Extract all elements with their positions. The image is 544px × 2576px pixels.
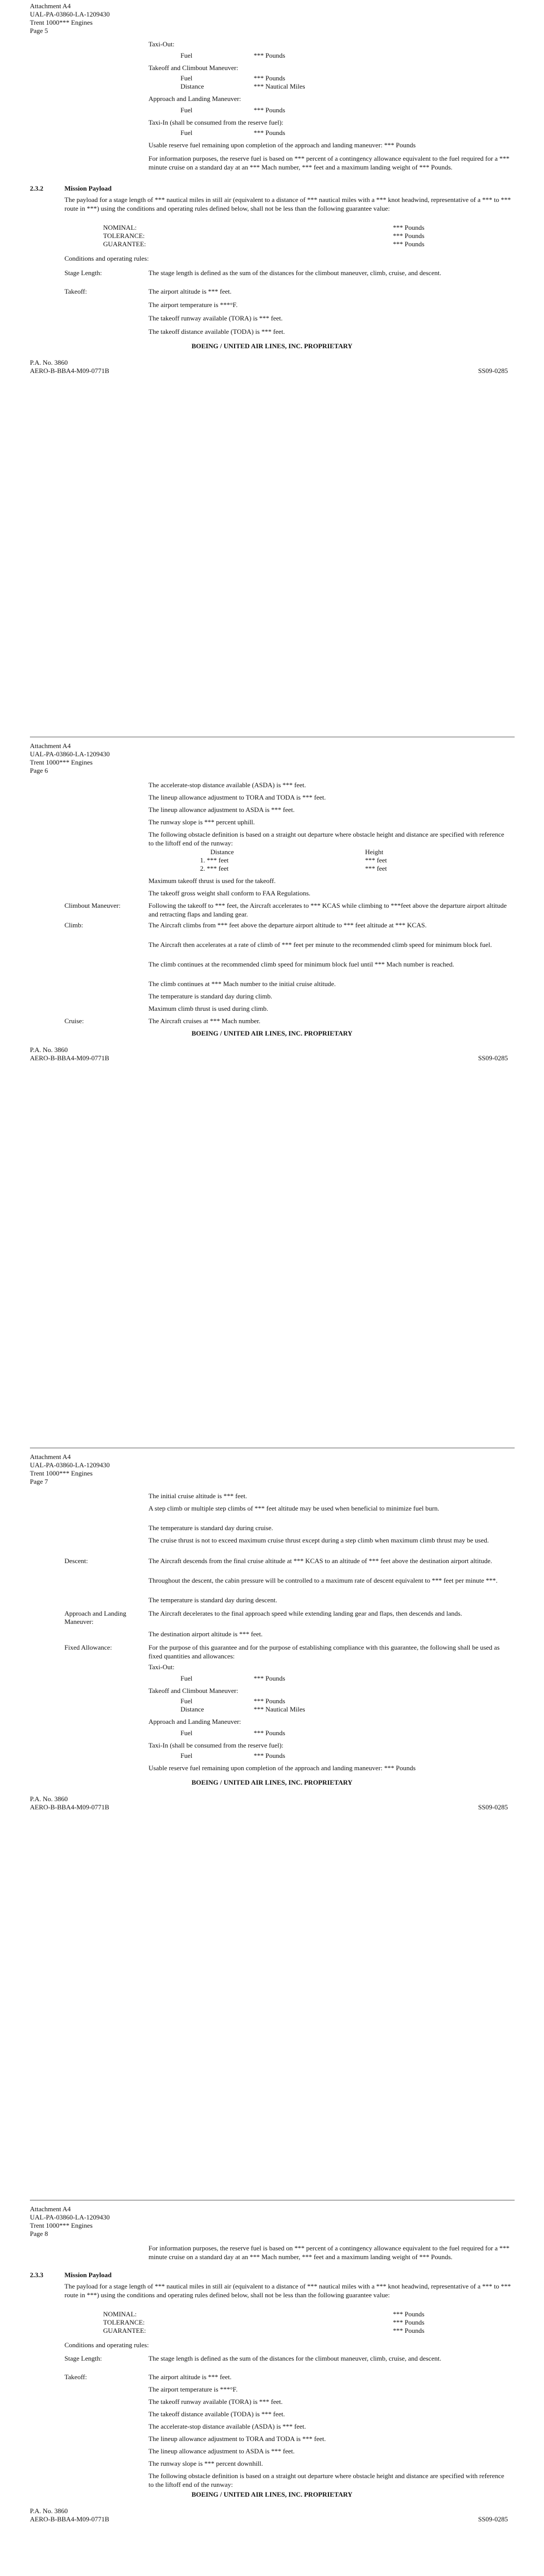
- section-number: 2.3.3: [30, 2271, 43, 2279]
- document-page-5: Attachment A4 UAL-PA-03860-LA-1209430 Trent 1000*** Engines Page 5 Taxi-Out: Fuel *** Pounds Takeoff and Climbout Maneuver: Fuel *** Pounds Distance *** Nautical Miles Approach and Landing Maneuver: Fuel *** Pounds Taxi-In (shall be consumed from the reserve fuel): Fuel *** Pounds Usable reserve fuel remaining upon completion of the approach and landing maneuver: *** Pounds For information purposes, the reserve fuel is based on *** percent of a contingency allowance equivalent to the fuel required for a *** minute cruise on a standard day at an *** Mach number, *** feet and a maximum landing weight of *** Pounds. 2.3.2 Mission Payload The payload for a stage length of *** nautical miles in still air (equivalent to a distance of *** nautical miles with a *** knot headwind, representative of a *** to *** route in ***) using the conditions and operating rules defined below, shall not be less than the following guarantee value: NOMINAL: *** Pounds TOLERANCE: *** Pounds GUARANTEE: *** Pounds Conditions and operating rules: Stage Length: The stage length is defined as the sum of the distances for the climbout maneuver, climb, cruise, and descent. Takeoff: The airport altitude is *** feet. The airport temperature is ***°F. The takeoff runway available (TORA) is *** feet. The takeoff distance available (TODA) is *** feet. BOEING / UNITED AIR LINES, INC. PROPRIETARY P.A. No. 3860 AERO-B-BBA4-M09-0771B SS09-0285: [0, 0, 544, 680]
- footer-code: SS09-0285: [478, 367, 508, 375]
- footer-code: SS09-0285: [478, 1054, 508, 1062]
- section-title: Mission Payload: [64, 184, 112, 192]
- fuel-value: *** Pounds: [254, 52, 286, 59]
- conditions-label: Conditions and operating rules:: [64, 255, 149, 262]
- section-number: 2.3.2: [30, 184, 43, 192]
- page-header: Attachment A4 UAL-PA-03860-LA-1209430 Trent 1000*** Engines Page 6: [30, 742, 110, 774]
- usable-reserve-text: Usable reserve fuel remaining upon completion of the approach and landing maneuver: *** Pounds: [149, 141, 416, 149]
- page-footer: P.A. No. 3860 AERO-B-BBA4-M09-0771B: [30, 2507, 109, 2523]
- page-header: Attachment A4 UAL-PA-03860-LA-1209430 Trent 1000*** Engines Page 7: [30, 1453, 110, 1485]
- proprietary-notice: BOEING / UNITED AIR LINES, INC. PROPRIETARY: [191, 2490, 353, 2498]
- document-page-8: Attachment A4 UAL-PA-03860-LA-1209430 Trent 1000*** Engines Page 8 For information purposes, the reserve fuel is based on *** percent of a contingency allowance equivalent to the fuel required for a *** minute cruise on a standard day at an *** Mach number, *** feet and a maximum landing weight of *** Pounds. 2.3.3 Mission Payload The payload for a stage length of *** nautical miles in still air (equivalent to a distance of *** nautical miles with a *** knot headwind, representative of a *** to *** route in ***) using the conditions and operating rules defined below, shall not be less than the following guarantee value: NOMINAL: *** Pounds TOLERANCE: *** Pounds GUARANTEE: *** Pounds Conditions and operating rules: Stage Length: The stage length is defined as the sum of the distances for the climbout maneuver, climb, cruise, and descent. Takeoff: The airport altitude is *** feet. The airport temperature is ***°F. The takeoff runway available (TORA) is *** feet. The takeoff distance available (TODA) is *** feet. The accelerate-stop distance available (ASDA) is *** feet. The lineup allowance adjustment to TORA and TODA is *** feet. The lineup allowance adjustment to ASDA is *** feet. The runway slope is *** percent downhill. The following obstacle definition is based on a straight out departure where obstacle height and distance are specified with reference to the liftoff end of the runway: BOEING / UNITED AIR LINES, INC. PROPRIETARY P.A. No. 3860 AERO-B-BBA4-M09-0771B SS09-0285: [0, 2200, 544, 2576]
- fuel-label: Fuel: [180, 52, 193, 59]
- page-footer: P.A. No. 3860 AERO-B-BBA4-M09-0771B: [30, 1046, 109, 1062]
- proprietary-notice: BOEING / UNITED AIR LINES, INC. PROPRIETARY: [191, 342, 353, 350]
- section-title: Mission Payload: [64, 2271, 112, 2279]
- taxi-in-label: Taxi-In (shall be consumed from the reserve fuel):: [149, 118, 284, 126]
- document-page-6: Attachment A4 UAL-PA-03860-LA-1209430 Trent 1000*** Engines Page 6 The accelerate-stop distance available (ASDA) is *** feet. The lineup allowance adjustment to TORA and TODA is *** feet. The lineup allowance adjustment to ASDA is *** feet. The runway slope is *** percent uphill. The following obstacle definition is based on a straight out departure where obstacle height and distance are specified with reference to the liftoff end of the runway: Distance Height 1. *** feet *** feet 2. *** feet *** feet Maximum takeoff thrust is used for the takeoff. The takeoff gross weight shall conform to FAA Regulations. Climbout Maneuver: Following the takeoff to *** feet, the Aircraft accelerates to *** KCAS while climbing to ***feet above the departure airport altitude and retracting flaps and landing gear. Climb: The Aircraft climbs from *** feet above the departure airport altitude to *** feet altitude at *** KCAS. The Aircraft then accelerates at a rate of climb of *** feet per minute to the recommended climb speed for minimum block fuel. The climb continues at the recommended climb speed for minimum block fuel until *** Mach number is reached. The climb continues at *** Mach number to the initial cruise altitude. The temperature is standard day during climb. Maximum climb thrust is used during climb. Cruise: The Aircraft cruises at *** Mach number. BOEING / UNITED AIR LINES, INC. PROPRIETARY P.A. No. 3860 AERO-B-BBA4-M09-0771B SS09-0285: [0, 737, 544, 1417]
- reserve-info-text: For information purposes, the reserve fuel is based on *** percent of a contingency allowance equivalent to the fuel required for a *** minute cruise on a standard day at an *** Mach number, *** feet and a maximum landing weight of *** Pounds.: [149, 155, 509, 171]
- obstacle-col-distance: Distance: [210, 848, 234, 856]
- page-footer: P.A. No. 3860 AERO-B-BBA4-M09-0771B: [30, 359, 109, 375]
- document-page-7: Attachment A4 UAL-PA-03860-LA-1209430 Trent 1000*** Engines Page 7 The initial cruise altitude is *** feet. A step climb or multiple step climbs of *** feet altitude may be used when beneficial to minimize fuel burn. The temperature is standard day during cruise. The cruise thrust is not to exceed maximum cruise thrust except during a step climb when maximum climb thrust may be used. Descent: The Aircraft descends from the final cruise altitude at *** KCAS to an altitude of *** feet above the destination airport altitude. Throughout the descent, the cabin pressure will be controlled to a maximum rate of descent equivalent to *** feet per minute ***. The temperature is standard day during descent. Approach and Landing Maneuver: The Aircraft decelerates to the final approach speed while extending landing gear and flaps, then descends and lands. The destination airport altitude is *** feet. Fixed Allowance: For the purpose of this guarantee and for the purpose of establishing compliance with this guarantee, the following shall be used as fixed quantities and allowances: Taxi-Out: Fuel *** Pounds Takeoff and Climbout Maneuver: Fuel *** Pounds Distance *** Nautical Miles Approach and Landing Maneuver: Fuel *** Pounds Taxi-In (shall be consumed from the reserve fuel): Fuel *** Pounds Usable reserve fuel remaining upon completion of the approach and landing maneuver: *** Pounds BOEING / UNITED AIR LINES, INC. PROPRIETARY P.A. No. 3860 AERO-B-BBA4-M09-0771B SS09-0285: [0, 1448, 544, 2128]
- proprietary-notice: BOEING / UNITED AIR LINES, INC. PROPRIETARY: [191, 1778, 353, 1786]
- page-header: Attachment A4 UAL-PA-03860-LA-1209430 Trent 1000*** Engines Page 5: [30, 2, 110, 35]
- obstacle-col-height: Height: [365, 848, 384, 856]
- proprietary-notice: BOEING / UNITED AIR LINES, INC. PROPRIETARY: [191, 1029, 353, 1037]
- approach-label: Approach and Landing Maneuver:: [149, 95, 241, 103]
- page-footer: P.A. No. 3860 AERO-B-BBA4-M09-0771B: [30, 1795, 109, 1811]
- footer-code: SS09-0285: [478, 2515, 508, 2523]
- taxi-out-label: Taxi-Out:: [149, 40, 175, 48]
- footer-code: SS09-0285: [478, 1803, 508, 1811]
- page-header: Attachment A4 UAL-PA-03860-LA-1209430 Trent 1000*** Engines Page 8: [30, 2205, 110, 2238]
- payload-text: The payload for a stage length of *** nautical miles in still air (equivalent to a distance of *** nautical miles with a *** knot headwind, representative of a *** to *** route in ***) using the conditions and operating rules defined below, shall not be less than the following guarantee value:: [64, 196, 511, 212]
- takeoff-climbout-label: Takeoff and Climbout Maneuver:: [149, 64, 238, 72]
